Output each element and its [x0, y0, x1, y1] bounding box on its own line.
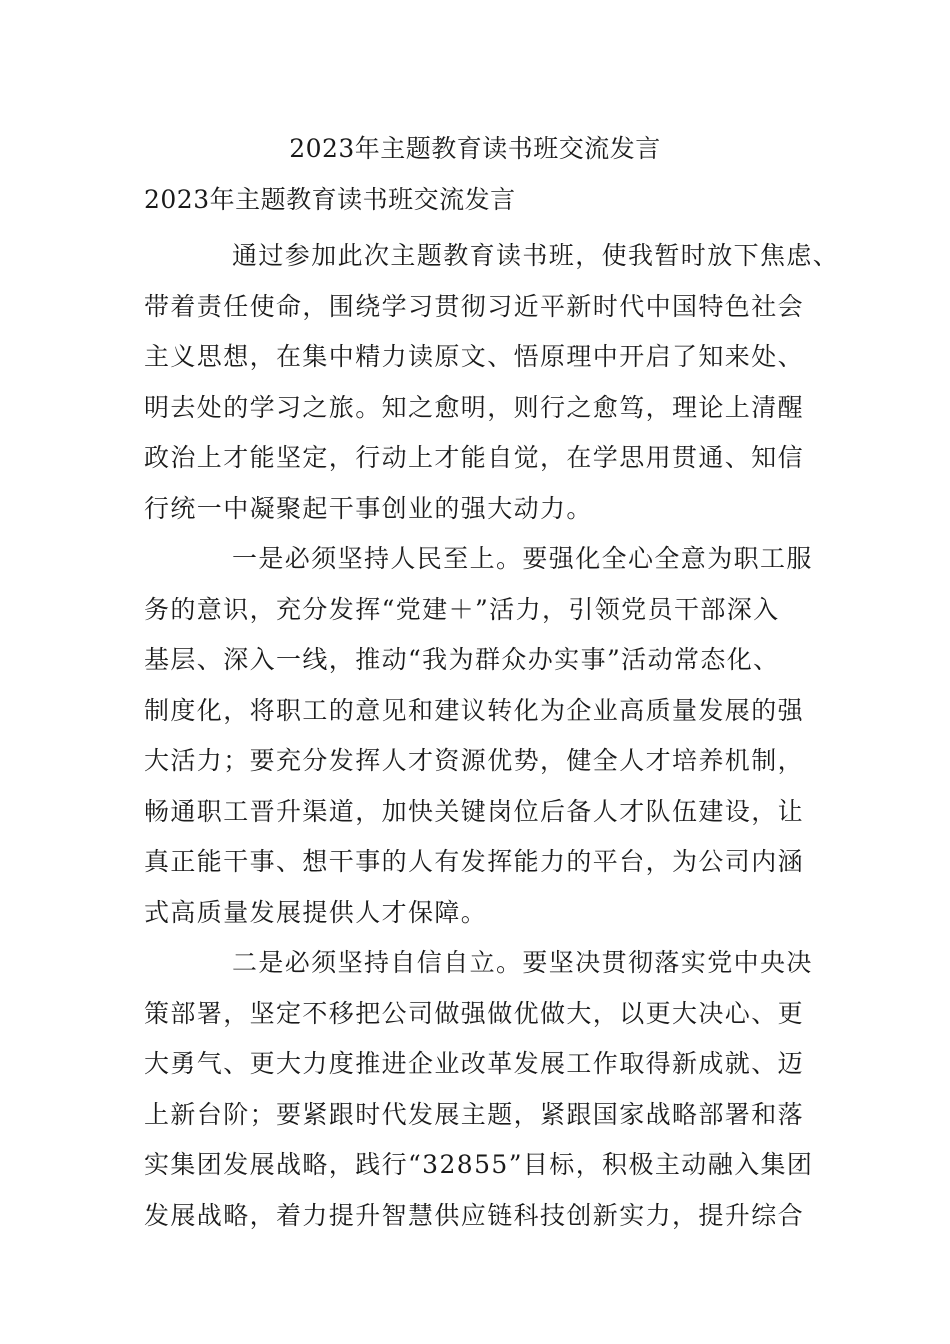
- text-line: 大活力；要充分发挥人才资源优势，健全人才培养机制，: [144, 746, 805, 775]
- text-line: 真正能干事、想干事的人有发挥能力的平台，为公司内涵: [144, 847, 805, 876]
- text-line: 畅通职工晋升渠道，加快关键岗位后备人才队伍建设，让: [144, 796, 805, 826]
- text-line: 行统一中凝聚起干事创业的强大动力。: [144, 493, 593, 523]
- text-line: 实集团发展战略，践行“32855”目标，积极主动融入集团: [144, 1150, 814, 1179]
- text-line: 一是必须坚持人民至上。要强化全心全意为职工服: [232, 544, 813, 573]
- text-line: 制度化，将职工的意见和建议转化为企业高质量发展的强: [144, 695, 805, 725]
- paragraph-people-first: [144, 534, 834, 938]
- paragraph-self-confidence: [144, 938, 834, 1241]
- document-subtitle: 2023年主题教育读书班交流发言: [144, 185, 516, 214]
- document-body: [144, 231, 840, 1241]
- text-line: 二是必须坚持自信自立。要坚决贯彻落实党中央决: [232, 948, 813, 977]
- paragraph-intro: [144, 231, 840, 534]
- text-line: 式高质量发展提供人才保障。: [144, 897, 488, 927]
- text-line: 政治上才能坚定，行动上才能自觉，在学思用贯通、知信: [144, 443, 805, 472]
- text-line: 务的意识，充分发挥“党建＋”活力，引领党员干部深入: [144, 594, 780, 624]
- document-title: 2023年主题教育读书班交流发言: [289, 134, 661, 163]
- text-line: 发展战略，着力提升智慧供应链科技创新实力，提升综合: [144, 1200, 805, 1230]
- text-line: 基层、深入一线，推动“我为群众办实事”活动常态化、: [144, 645, 780, 674]
- text-line: 明去处的学习之旅。知之愈明，则行之愈笃，理论上清醒: [144, 392, 805, 422]
- text-line: 带着责任使命，围绕学习贯彻习近平新时代中国特色社会: [144, 291, 805, 321]
- text-line: 通过参加此次主题教育读书班，使我暂时放下焦虑、: [232, 241, 840, 270]
- text-line: 上新台阶；要紧跟时代发展主题，紧跟国家战略部署和落: [144, 1099, 805, 1129]
- text-line: 大勇气、更大力度推进企业改革发展工作取得新成就、迈: [144, 1049, 805, 1078]
- text-line: 策部署，坚定不移把公司做强做优做大，以更大决心、更: [144, 998, 805, 1028]
- text-line: 主义思想，在集中精力读原文、悟原理中开启了知来处、: [144, 342, 805, 371]
